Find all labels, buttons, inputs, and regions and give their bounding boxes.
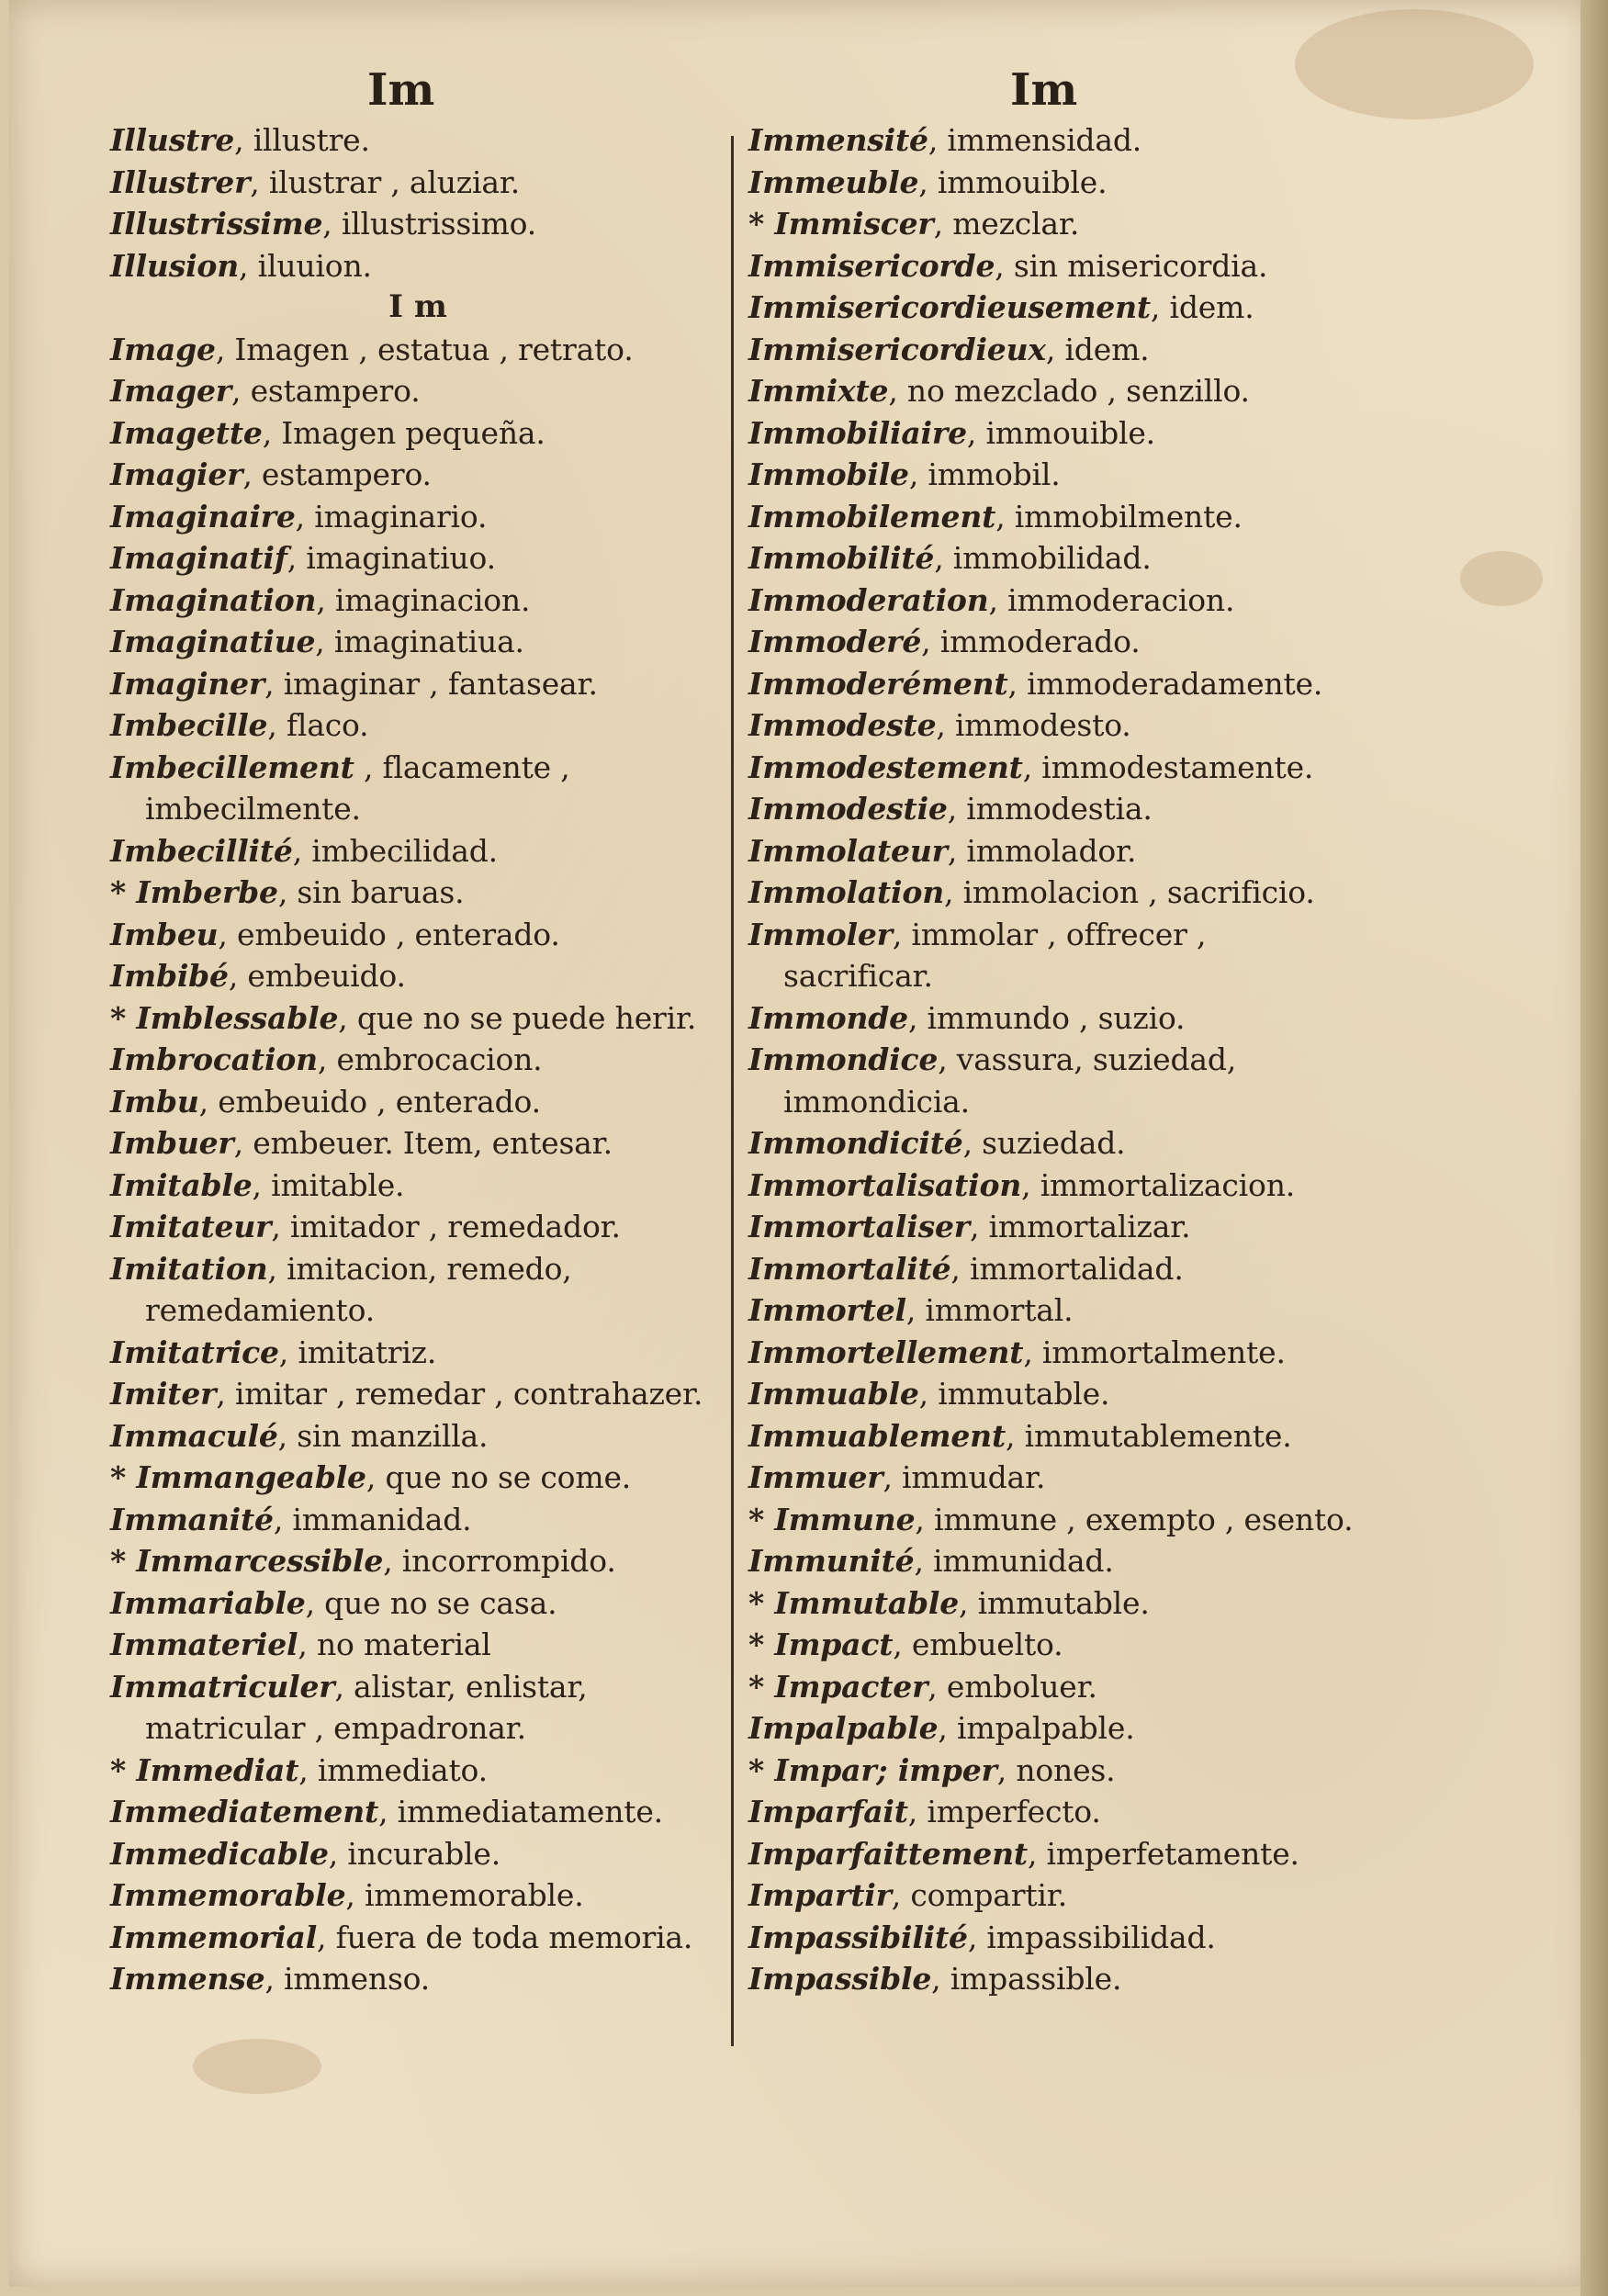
entry-definition: , immodesto. [936,707,1131,743]
entry-headword: Immortel [748,1292,906,1328]
dictionary-entry [748,1582,1355,1625]
entry-definition: , immutable. [959,1584,1150,1621]
entry-definition: , sin misericordia. [995,247,1268,284]
entry-headword: Imitable [110,1166,253,1203]
dictionary-entry [110,412,725,455]
dictionary-entry [748,621,1355,663]
entry-definition: , immenso. [264,1961,431,1997]
entry-headword: * Impact [748,1626,894,1662]
entry-definition: , immobil. [908,456,1061,492]
entry-definition: , illustrissimo. [322,206,536,242]
dictionary-entry [110,872,725,914]
entry-definition: , illustre. [234,122,370,158]
entry-headword: Immodeste [748,707,937,743]
entry-definition: , imbecilidad. [292,832,498,869]
entry-definition: , immune , exempto , esento. [915,1501,1354,1537]
entry-headword: Imitation [110,1250,268,1287]
dictionary-entry [748,203,1355,245]
dictionary-entry [110,1582,725,1625]
entry-headword: Imbrocation [110,1041,318,1077]
entry-definition: , que no se casa. [305,1584,557,1621]
entry-headword: Imparfait [748,1794,908,1829]
entry-definition: , immolar , offrecer , sacrificar. [783,916,1207,994]
entry-definition: , flacamente , imbecilmente. [145,748,570,827]
entry-definition: , vassura, suziedad, immondicia. [783,1041,1237,1120]
dictionary-entry [748,830,1355,872]
entry-headword: Immisericordieux [748,331,1046,367]
entry-headword: Impalpable [748,1710,939,1746]
dictionary-entry [748,1248,1355,1290]
dictionary-entry [110,537,725,580]
entry-definition: , immortalmente. [1023,1334,1286,1370]
entry-headword: Imagination [110,581,317,618]
entry-headword: Immaculé [110,1417,278,1454]
entry-definition: , immediato. [298,1751,488,1788]
dictionary-entry [748,788,1355,830]
entry-definition: , immortalidad. [950,1250,1184,1287]
entry-headword: Imbecille [110,707,268,743]
dictionary-entry [110,1540,725,1582]
entry-definition: , imaginatiua. [315,624,524,659]
entry-headword: Impassibilité [748,1919,968,1955]
entry-definition: , mezclar. [933,206,1080,242]
dictionary-entry [748,1791,1355,1833]
entry-headword: Imaginer [110,665,265,702]
dictionary-entry [110,1833,725,1875]
entry-headword: Immortalité [748,1250,951,1287]
entry-definition: , alistar, enlistar, matricular , empadronar. [145,1668,588,1746]
entry-definition: , immortal. [905,1292,1074,1328]
entry-headword: Immixte [748,373,889,409]
entry-headword: Immariable [110,1584,306,1621]
entry-headword: Imbecillité [110,832,293,869]
entry-definition: , immundo , suzio. [907,999,1186,1036]
dictionary-entry [110,329,725,371]
entry-headword: Imagier [110,456,243,492]
entry-headword: Immondice [748,1041,939,1077]
entry-headword: Imitateur [110,1209,272,1244]
entry-definition: , imaginar , fantasear. [264,665,598,702]
foxing-stain [1295,9,1534,119]
dictionary-entry [748,747,1355,789]
dictionary-entry [110,997,725,1040]
dictionary-entry [110,1666,725,1750]
dictionary-entry [110,1165,725,1207]
dictionary-entry [748,1289,1355,1332]
entry-definition: , estampero. [231,373,421,409]
entry-headword: Imiter [110,1376,217,1412]
dictionary-entry [748,663,1355,705]
entry-definition: , immortalizacion. [1021,1166,1296,1203]
entry-definition: , ilustrar , aluziar. [250,163,521,200]
dictionary-entry [748,1373,1355,1415]
dictionary-entry [748,496,1355,538]
dictionary-entry [748,537,1355,580]
entry-definition: , imitador , remedador. [271,1209,621,1244]
entry-definition: , immoderadamente. [1007,665,1323,702]
entry-definition: , que no se puede herir. [338,999,697,1036]
dictionary-entry [110,1791,725,1833]
dictionary-entry [748,1540,1355,1582]
entry-definition: , immoderacion. [988,581,1235,618]
dictionary-entry [110,1750,725,1792]
foxing-stain [1460,551,1543,606]
entry-headword: Imaginatiue [110,624,316,659]
running-head-right: Im [1010,64,1078,116]
dictionary-entry [110,1248,725,1332]
dictionary-entry [110,1958,725,2000]
entry-headword: Imbibé [110,958,229,994]
entry-definition: , imaginatiuo. [287,540,496,576]
entry-headword: Illusion [110,247,240,284]
dictionary-entry [110,203,725,245]
dictionary-entry [748,1874,1355,1917]
entry-headword: * Imblessable [110,999,339,1036]
entry-definition: , immouible. [966,414,1155,451]
entry-definition: , immolador. [947,832,1137,869]
entry-definition: , immanidad. [273,1501,472,1537]
entry-headword: Immeuble [748,163,919,200]
column-divider [731,136,734,2046]
entry-definition: , embeuido , enterado. [218,916,560,952]
dictionary-entry [748,119,1355,162]
entry-headword: * Immediat [110,1751,299,1788]
entry-definition: , imitacion, remedo, remedamiento. [145,1250,572,1328]
dictionary-entry [748,245,1355,287]
entry-headword: Imbecillement [110,748,354,785]
entry-headword: * Immangeable [110,1459,366,1495]
entry-definition: , incorrompido. [383,1543,616,1579]
dictionary-entry [110,955,725,997]
entry-headword: Immisericordieusement [748,289,1151,325]
entry-definition: , que no se come. [365,1459,632,1495]
entry-headword: Immuable [748,1376,919,1412]
entry-definition: , suziedad. [962,1125,1126,1161]
entry-definition: , nones. [996,1751,1116,1788]
entry-definition: , immobilidad. [934,540,1152,576]
entry-headword: Impartir [748,1877,892,1913]
dictionary-entry [748,872,1355,914]
entry-headword: Immateriel [110,1626,298,1662]
dictionary-entry [748,997,1355,1040]
entry-headword: Immoderé [748,624,922,659]
entry-headword: Immoderément [748,665,1008,702]
entry-definition: , sin manzilla. [277,1417,489,1454]
entry-headword: Imaginaire [110,498,296,535]
entry-definition: , impassible. [931,1961,1122,1997]
entry-headword: Imbeu [110,916,219,952]
entry-definition: , imaginario. [295,498,488,535]
entry-headword: Immobiliaire [748,414,967,451]
dictionary-entry [748,1750,1355,1792]
dictionary-entry [110,1081,725,1123]
dictionary-entry [110,119,725,162]
entry-headword: Immedicable [110,1835,329,1872]
entry-definition: , immensidad. [928,122,1142,158]
dictionary-entry [748,1332,1355,1374]
entry-headword: Immuer [748,1459,883,1495]
entry-headword: Imager [110,373,231,409]
dictionary-entry [748,580,1355,622]
dictionary-entry [748,1206,1355,1248]
dictionary-entry [748,1457,1355,1499]
entry-headword: Imagette [110,414,263,451]
entry-headword: Immemorable [110,1877,346,1913]
entry-headword: Immobile [748,456,909,492]
entry-headword: Imitatrice [110,1334,279,1370]
entry-headword: Immodestie [748,791,948,827]
dictionary-entry [748,704,1355,747]
entry-headword: Immisericorde [748,247,995,284]
entry-definition: , sin baruas. [277,874,465,910]
dictionary-entry [748,370,1355,412]
entry-headword: * Immutable [748,1584,960,1621]
entry-definition: , idem. [1045,331,1150,367]
dictionary-entry [748,1415,1355,1458]
dictionary-entry [748,914,1355,997]
entry-headword: Immunité [748,1543,915,1579]
entry-headword: Immobilité [748,540,935,576]
entry-definition: , embuelto. [893,1626,1063,1662]
entry-definition: , immutable. [918,1376,1110,1412]
entry-headword: Immortalisation [748,1166,1022,1203]
entry-headword: Illustre [110,122,235,158]
entry-definition: , immunidad. [914,1543,1114,1579]
dictionary-entry [748,412,1355,455]
entry-headword: Immuablement [748,1417,1006,1454]
entry-headword: * Imberbe [110,874,278,910]
entry-definition: , immudar. [883,1459,1046,1495]
entry-definition: , immediatamente. [378,1794,663,1829]
dictionary-entry [110,1332,725,1374]
section-heading: I m [388,288,447,325]
entry-headword: Immolateur [748,832,948,869]
entry-definition: , iluuion. [239,247,372,284]
entry-headword: Immoler [748,916,893,952]
entry-headword: * Impar; imper [748,1751,997,1788]
dictionary-entry [748,1624,1355,1666]
entry-headword: Immatriculer [110,1668,335,1705]
dictionary-entry [110,830,725,872]
dictionary-entry [110,1874,725,1917]
dictionary-entry [748,1499,1355,1541]
entry-definition: , incurable. [328,1835,501,1872]
dictionary-entry [110,1499,725,1541]
entry-definition: , Imagen , estatua , retrato. [215,331,634,367]
entry-headword: Imbuer [110,1125,234,1161]
entry-headword: Immobilement [748,498,996,535]
dictionary-entry [110,1415,725,1458]
entry-definition: , imperfetamente. [1027,1835,1299,1872]
entry-headword: Immensité [748,122,928,158]
entry-definition: , embeuido. [228,958,406,994]
entry-definition: , embeuer. Item, entesar. [233,1125,613,1161]
dictionary-entry [110,1373,725,1415]
dictionary-entry [748,1958,1355,2000]
entry-headword: * Immune [748,1501,916,1537]
entry-headword: * Immarcessible [110,1543,384,1579]
entry-definition: , immobilmente. [995,498,1243,535]
dictionary-entry [748,1165,1355,1207]
entry-definition: , impalpable. [938,1710,1135,1746]
dictionary-entry [748,1707,1355,1750]
dictionary-entry [748,329,1355,371]
dictionary-entry [110,580,725,622]
entry-headword: Immanité [110,1501,274,1537]
dictionary-entry [748,162,1355,204]
entry-definition: , immoderado. [921,624,1141,659]
dictionary-entry [748,1039,1355,1122]
dictionary-entry [110,663,725,705]
page-edge [1580,0,1608,2296]
entry-definition: , idem. [1150,289,1254,325]
entry-headword: Illustrer [110,163,251,200]
entry-headword: Immondicité [748,1125,963,1161]
entry-definition: , imitatriz. [278,1334,437,1370]
entry-headword: Immortellement [748,1334,1024,1370]
left-column [110,119,725,2000]
entry-definition: , impassibilidad. [967,1919,1216,1955]
dictionary-entry [110,370,725,412]
entry-definition: , embrocacion. [317,1041,543,1077]
entry-definition: , fuera de toda memoria. [317,1919,693,1955]
entry-headword: Immemorial [110,1919,318,1955]
entry-headword: Immortaliser [748,1209,970,1244]
dictionary-entry [110,454,725,496]
entry-definition: , embeuido , enterado. [198,1083,541,1120]
dictionary-entry [110,914,725,956]
dictionary-entry [110,621,725,663]
entry-definition: , immodestamente. [1022,748,1314,785]
entry-headword: Immodestement [748,748,1023,785]
entry-definition: , Imagen pequeña. [262,414,545,451]
entry-headword: Imparfaittement [748,1835,1028,1872]
entry-headword: Imbu [110,1083,199,1120]
dictionary-entry [110,1039,725,1081]
entry-definition: , estampero. [242,456,432,492]
entry-headword: Immoderation [748,581,989,618]
entry-definition: , imaginacion. [316,581,531,618]
dictionary-entry [748,1917,1355,1959]
entry-definition: , immortalizar. [969,1209,1191,1244]
entry-definition: , immemorable. [345,1877,584,1913]
entry-definition: , no mezclado , senzillo. [888,373,1250,409]
entry-definition: , emboluer. [928,1668,1097,1705]
dictionary-entry [110,496,725,538]
dictionary-entry [110,704,725,747]
dictionary-entry [110,1122,725,1165]
entry-definition: , no material [298,1626,491,1662]
entry-headword: Immediatement [110,1794,379,1829]
dictionary-entry [110,245,725,287]
entry-headword: Impassible [748,1961,932,1997]
entry-headword: Immolation [748,874,944,910]
dictionary-entry [110,747,725,830]
running-head-left: Im [367,64,435,116]
entry-definition: , imitable. [252,1166,405,1203]
entry-definition: , immolacion , sacrificio. [943,874,1315,910]
dictionary-entry [110,1624,725,1666]
entry-definition: , immodestia. [947,791,1153,827]
entry-definition: , immouible. [918,163,1108,200]
entry-definition: , imperfecto. [907,1794,1101,1829]
dictionary-entry [110,1206,725,1248]
dictionary-entry [748,287,1355,329]
dictionary-entry [748,1122,1355,1165]
entry-headword: * Immiscer [748,206,934,242]
entry-headword: Illustrissime [110,206,323,242]
entry-headword: Immense [110,1961,265,1997]
entry-headword: Immonde [748,999,908,1036]
dictionary-entry [110,1457,725,1499]
foxing-stain [193,2039,321,2094]
dictionary-entry [748,1833,1355,1875]
dictionary-entry [748,1666,1355,1708]
entry-definition: , flaco. [267,707,369,743]
entry-headword: * Impacter [748,1668,928,1705]
entry-headword: Image [110,331,216,367]
dictionary-entry [748,454,1355,496]
entry-headword: Imaginatif [110,540,287,576]
entry-definition: , compartir. [891,1877,1068,1913]
entry-definition: , immutablemente. [1006,1417,1292,1454]
entry-definition: , imitar , remedar , contrahazer. [216,1376,703,1412]
right-column [748,119,1355,2000]
dictionary-entry [110,1917,725,1959]
dictionary-entry [110,162,725,204]
